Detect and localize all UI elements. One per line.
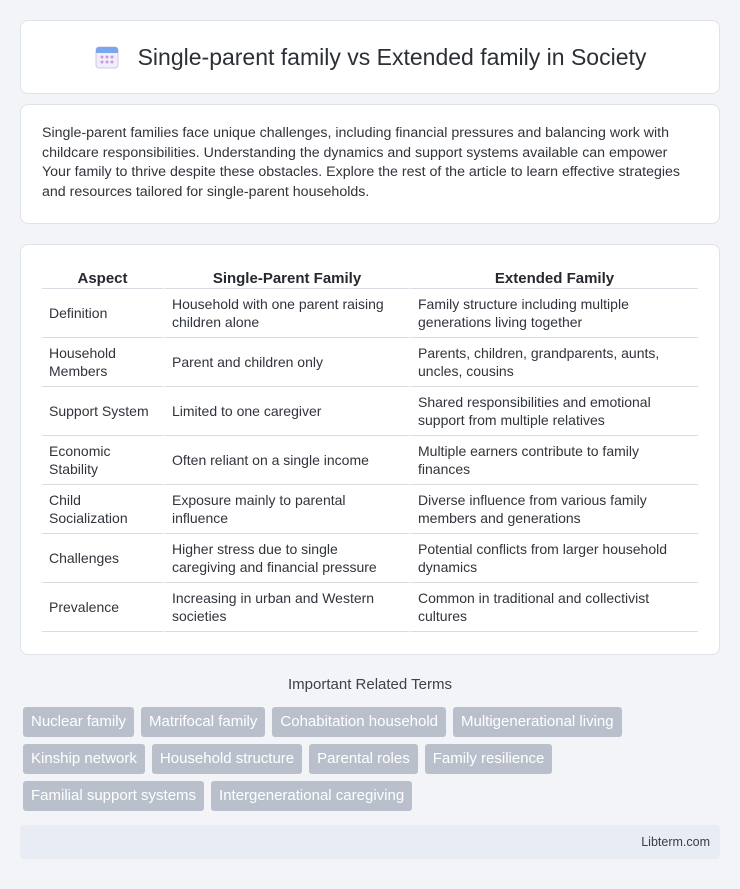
comparison-table-card <box>20 244 720 655</box>
table-row <box>42 436 698 485</box>
tag-household-structure[interactable]: Household structure <box>152 744 302 774</box>
table-row <box>42 485 698 534</box>
row-extended: Common in traditional and collectivist cultures <box>409 583 698 632</box>
row-single-parent: Limited to one caregiver <box>163 387 409 436</box>
related-terms-list <box>23 707 713 811</box>
row-aspect: Economic Stability <box>42 436 163 485</box>
header-single-parent: Single-Parent Family <box>163 265 409 289</box>
tag-family-resilience[interactable]: Family resilience <box>425 744 553 774</box>
intro-paragraph: Single-parent families face unique challenges, including financial pressures and balancing work with childcare responsibilities. Understanding the dynamics and support systems available can empower Your family to thrive despite these obstacles. Explore the rest of the article to learn effective strategies and resources tailored for single-parent households. <box>42 125 680 200</box>
row-single-parent: Parent and children only <box>163 338 409 387</box>
row-aspect: Prevalence <box>42 583 163 632</box>
tag-matrifocal-family[interactable]: Matrifocal family <box>141 707 265 737</box>
row-single-parent: Often reliant on a single income <box>163 436 409 485</box>
footer-site-link[interactable]: Libterm.com <box>641 835 710 849</box>
header-aspect: Aspect <box>42 265 163 289</box>
table-row <box>42 338 698 387</box>
table-row <box>42 534 698 583</box>
tag-parental-roles[interactable]: Parental roles <box>309 744 418 774</box>
tag-cohabitation-household[interactable]: Cohabitation household <box>272 707 446 737</box>
table-row <box>42 289 698 338</box>
tag-nuclear-family[interactable]: Nuclear family <box>23 707 134 737</box>
calendar-icon <box>94 44 120 70</box>
comparison-table <box>42 265 698 632</box>
page-title: Single-parent family vs Extended family in Society <box>137 43 647 70</box>
row-extended: Multiple earners contribute to family finances <box>409 436 698 485</box>
row-extended: Shared responsibilities and emotional support from multiple relatives <box>409 387 698 436</box>
row-aspect: Child Socialization <box>42 485 163 534</box>
tag-familial-support-systems[interactable]: Familial support systems <box>23 781 204 811</box>
table-row <box>42 387 698 436</box>
tag-intergenerational-caregiving[interactable]: Intergenerational caregiving <box>211 781 412 811</box>
related-terms-heading: Important Related Terms <box>288 676 452 693</box>
row-aspect: Challenges <box>42 534 163 583</box>
row-single-parent: Household with one parent raising children alone <box>163 289 409 338</box>
row-aspect: Definition <box>42 289 163 338</box>
tag-multigenerational-living[interactable]: Multigenerational living <box>453 707 622 737</box>
row-single-parent: Exposure mainly to parental influence <box>163 485 409 534</box>
footer <box>20 825 720 859</box>
row-extended: Family structure including multiple generations living together <box>409 289 698 338</box>
tag-kinship-network[interactable]: Kinship network <box>23 744 145 774</box>
row-single-parent: Higher stress due to single caregiving and financial pressure <box>163 534 409 583</box>
row-extended: Parents, children, grandparents, aunts, uncles, cousins <box>409 338 698 387</box>
title-card <box>20 20 720 94</box>
row-aspect: Support System <box>42 387 163 436</box>
table-row <box>42 583 698 632</box>
row-extended: Diverse influence from various family members and generations <box>409 485 698 534</box>
table-header-row <box>42 265 698 289</box>
row-aspect: Household Members <box>42 338 163 387</box>
intro-card <box>20 104 720 224</box>
row-single-parent: Increasing in urban and Western societies <box>163 583 409 632</box>
header-extended: Extended Family <box>409 265 698 289</box>
row-extended: Potential conflicts from larger household dynamics <box>409 534 698 583</box>
